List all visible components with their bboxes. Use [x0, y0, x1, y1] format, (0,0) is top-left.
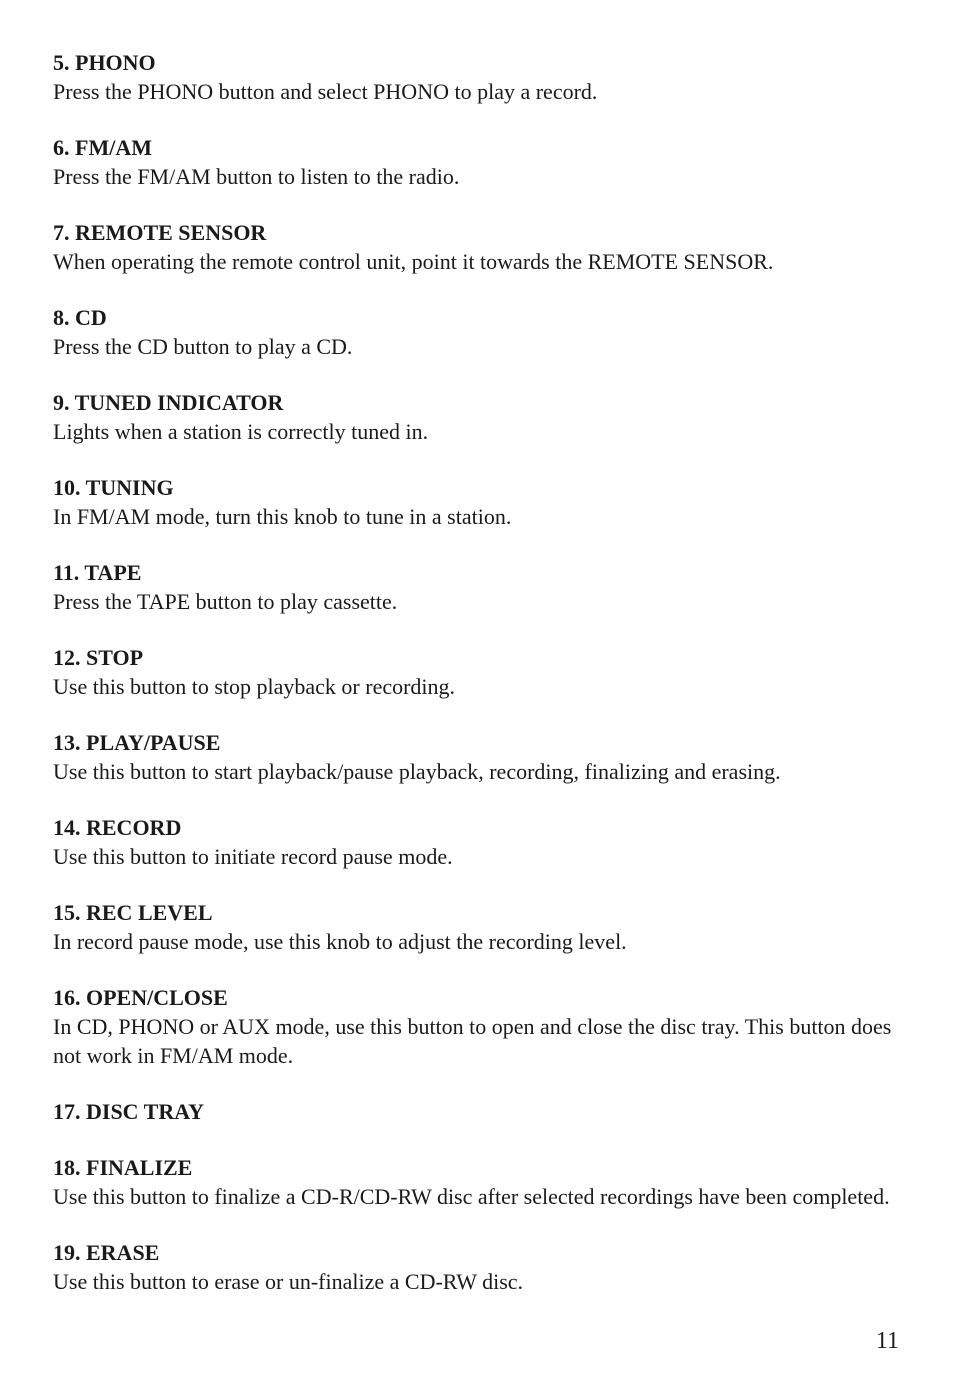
item-finalize [53, 1153, 913, 1211]
item-description: In FM/AM mode, turn this knob to tune in a station. [53, 504, 512, 529]
item-description: When operating the remote control unit, point it towards the REMOTE SENSOR. [53, 249, 774, 274]
item-description: In record pause mode, use this knob to adjust the recording level. [53, 929, 627, 954]
item-title: 7. REMOTE SENSOR [53, 220, 267, 245]
item-open-close [53, 983, 913, 1070]
item-description: Use this button to start playback/pause playback, recording, finalizing and erasing. [53, 759, 781, 784]
item-title: 12. STOP [53, 645, 144, 670]
item-cd [53, 303, 913, 361]
item-tuning [53, 473, 913, 531]
item-title: 13. PLAY/PAUSE [53, 730, 221, 755]
item-description: Lights when a station is correctly tuned in. [53, 419, 429, 444]
item-record [53, 813, 913, 871]
item-title: 10. TUNING [53, 475, 174, 500]
item-description: Press the CD button to play a CD. [53, 334, 353, 359]
item-description: Use this button to stop playback or recording. [53, 674, 456, 699]
item-title: 11. TAPE [53, 560, 142, 585]
item-title: 15. REC LEVEL [53, 900, 213, 925]
item-tuned-indicator [53, 388, 913, 446]
page-number: 11 [875, 1328, 899, 1354]
item-description: Use this button to finalize a CD-R/CD-RW disc after selected recordings have been completed. [53, 1184, 890, 1209]
item-title: 9. TUNED INDICATOR [53, 390, 284, 415]
item-title: 5. PHONO [53, 50, 156, 75]
item-description: Press the PHONO button and select PHONO to play a record. [53, 79, 598, 104]
item-description: Press the TAPE button to play cassette. [53, 589, 398, 614]
item-tape [53, 558, 913, 616]
item-remote-sensor [53, 218, 913, 276]
item-disc-tray [53, 1097, 913, 1126]
item-stop [53, 643, 913, 701]
item-title: 17. DISC TRAY [53, 1099, 204, 1124]
item-description: Use this button to erase or un-finalize a CD-RW disc. [53, 1269, 524, 1294]
item-rec-level [53, 898, 913, 956]
item-phono [53, 48, 913, 106]
item-title: 6. FM/AM [53, 135, 152, 160]
manual-page [53, 48, 913, 1323]
item-title: 18. FINALIZE [53, 1155, 193, 1180]
item-play-pause [53, 728, 913, 786]
item-description: In CD, PHONO or AUX mode, use this button to open and close the disc tray. This button does not work in FM/AM mode. [53, 1014, 892, 1068]
item-title: 8. CD [53, 305, 107, 330]
item-fm-am [53, 133, 913, 191]
item-title: 14. RECORD [53, 815, 182, 840]
item-description: Press the FM/AM button to listen to the radio. [53, 164, 460, 189]
item-erase [53, 1238, 913, 1296]
item-description: Use this button to initiate record pause mode. [53, 844, 453, 869]
item-title: 16. OPEN/CLOSE [53, 985, 228, 1010]
item-title: 19. ERASE [53, 1240, 160, 1265]
